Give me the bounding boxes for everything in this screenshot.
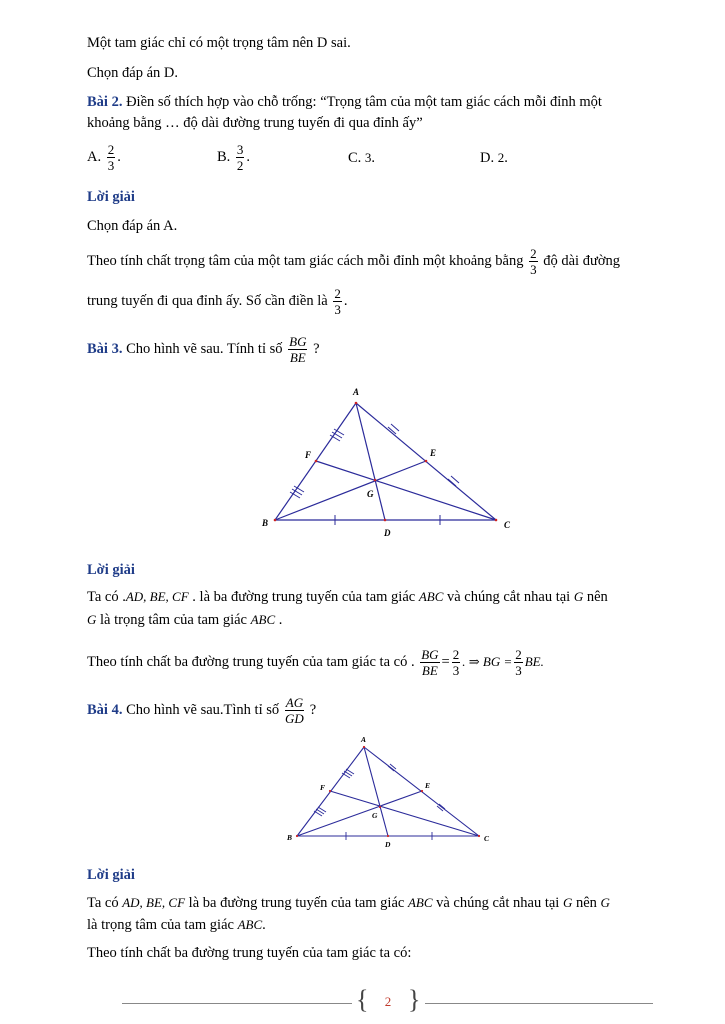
bai2-answer: Chọn đáp án A. (87, 218, 178, 234)
median-ad (356, 403, 385, 520)
option-a-fraction: $\frac{2}{3}$ (107, 142, 115, 173)
bai2-explanation-2: trung tuyến đi qua đỉnh ấy. Số cần điền là $\frac{2}{3}$ . (87, 286, 348, 317)
footer-line-right (425, 1003, 653, 1004)
bai4-solution-1: Ta có AD, BE, CF là ba đường trung tuyến của tam giác ABC và chúng cắt nhau tại G nên G (87, 895, 610, 911)
triangle-figure-2 (280, 733, 500, 853)
bai4-fraction: $\frac{AG}{GD}$ (285, 695, 304, 726)
bai2-question-line-1 (87, 92, 602, 112)
label-d: D (384, 528, 391, 538)
bai3-question: Bài 3. Cho hình vẽ sau. Tính tỉ số $\frac{BG}{BE}$ ? (87, 334, 320, 365)
bai2-option-c: C. 3. (348, 150, 376, 166)
label-f: F (305, 450, 312, 460)
bai4-solution-2: là trọng tâm của tam giác ABC. (87, 917, 266, 933)
label-f-2: F (320, 783, 326, 792)
bai3-solution-1: Ta có .AD, BE, CF . là ba đường trung tuyến của tam giác ABC và chúng cắt nhau tại G nên (87, 589, 608, 605)
exp1-fraction: $\frac{2}{3}$ (530, 246, 537, 277)
bai2-explanation-1: Theo tính chất trọng tâm của một tam giác cách mỗi đỉnh một khoảng bằng $\frac{2}{3}$ độ dài đường (87, 246, 620, 277)
two-thirds-fraction: $\frac{2}{3}$ (452, 647, 460, 678)
bai2-solution-title: Lời giải (87, 189, 135, 205)
bai2-text-1: Điền số thích hợp vào chỗ trống: “Trọng tâm của một tam giác cách mỗi đỉnh một (122, 94, 602, 110)
bai3-fraction: $\frac{BG}{BE}$ (289, 334, 307, 365)
median-cf (316, 461, 496, 520)
bai2-label: Bài 2. (87, 94, 123, 110)
option-c-value: 3 (364, 150, 372, 165)
option-d-label: D. (480, 150, 495, 166)
exp2-fraction: $\frac{2}{3}$ (334, 286, 341, 317)
bai4-label: Bài 4. (87, 701, 123, 718)
bai2-question-line-2: khoảng bằng … độ dài đường trung tuyến đi qua đỉnh ấy” (87, 115, 423, 131)
bai3-label: Bài 3. (87, 340, 123, 357)
label-d-2: D (385, 840, 391, 849)
bai2-option-a: A. $\frac{2}{3}$ . (87, 142, 121, 173)
bai3-solution-2: G là trọng tâm của tam giác ABC . (87, 612, 283, 628)
bg-be-fraction: $\frac{BG}{BE}$ (421, 647, 439, 678)
two-thirds-fraction-2: $\frac{2}{3}$ (515, 647, 522, 678)
label-e: E (430, 448, 437, 458)
label-c: C (504, 520, 511, 530)
footer-brace-right: } (408, 985, 421, 1014)
label-b-2: B (287, 833, 293, 842)
label-c-2: C (484, 834, 490, 843)
intro-line-2: Chọn đáp án D. (87, 65, 179, 81)
bai3-solution-3: Theo tính chất ba đường trung tuyến của tam giác ta có . $\frac{BG}{BE}$ = $\frac{2}{3}$ . ⇒ BG = $\frac{2}{3}$ BE. (87, 647, 544, 678)
option-b-label: B. (217, 148, 231, 165)
label-g-2: G (372, 811, 378, 820)
page-number: 2 (384, 994, 392, 1009)
bai2-option-b: B. $\frac{3}{2}$ . (217, 142, 251, 173)
median-be (275, 461, 426, 520)
option-a-label: A. (87, 148, 102, 165)
footer-line-left (122, 1003, 352, 1004)
bai2-option-d: D. 2. (480, 150, 508, 166)
label-e-2: E (425, 781, 431, 790)
label-a-2: A (361, 735, 367, 744)
option-c-label: C. (348, 150, 362, 166)
bai4-solution-3: Theo tính chất ba đường trung tuyến của tam giác ta có: (87, 945, 412, 961)
intro-line-1: Một tam giác chỉ có một trọng tâm nên D sai. (87, 35, 351, 51)
label-b: B (262, 518, 269, 528)
option-b-fraction: $\frac{3}{2}$ (236, 142, 244, 173)
bai4-solution-title: Lời giải (87, 867, 135, 883)
bai3-solution-title: Lời giải (87, 562, 135, 578)
bai4-question: Bài 4. Cho hình vẽ sau.Tình tỉ số $\frac{AG}{GD}$ ? (87, 695, 317, 726)
label-g: G (367, 489, 374, 499)
footer-brace-left: { (356, 985, 369, 1014)
option-d-value: 2 (497, 150, 505, 165)
label-a: A (353, 387, 360, 397)
triangle-figure-1 (250, 383, 530, 548)
